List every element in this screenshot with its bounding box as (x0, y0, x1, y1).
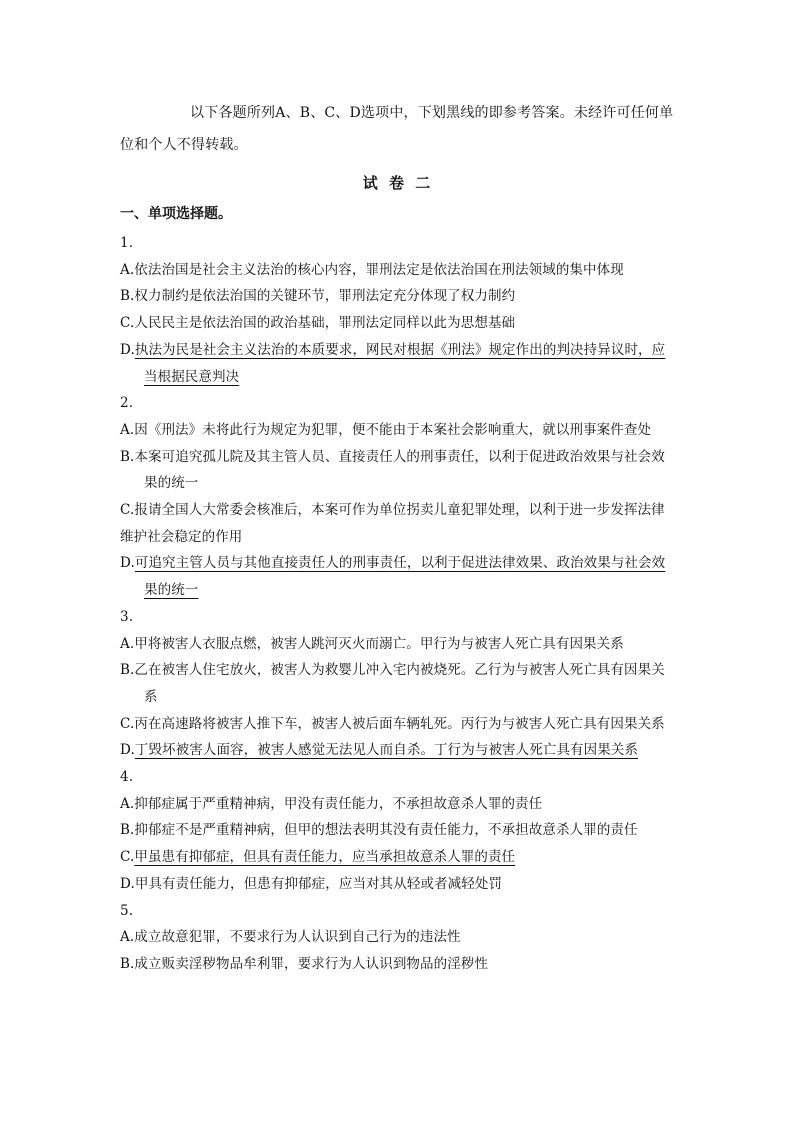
option-a: A.抑郁症属于严重精神病，甲没有责任能力，不承担故意杀人罪的责任 (120, 795, 543, 812)
question-number: 2. (120, 395, 134, 412)
answer-option-c: C.甲虽患有抑郁症，但具有责任能力，应当承担故意杀人罪的责任 (120, 849, 516, 866)
option-a: A.成立故意犯罪，不要求行为人认识到自己行为的违法性 (120, 929, 461, 946)
intro-paragraph: 以下各题所列A、B、C、D选项中，下划黑线的即参考答案。未经许可任何单位和个人不得转载。 (120, 105, 674, 153)
question-list (120, 230, 676, 978)
section-title: 一、单项选择题。 (120, 206, 232, 222)
question-number: 4. (120, 769, 134, 786)
option-c: C.人民民主是依法治国的政治基础，罪刑法定同样以此为思想基础 (120, 315, 516, 332)
question-number: 5. (120, 902, 134, 919)
answer-option-d: D.丁毁坏被害人面容，被害人感觉无法见人而自杀。丁行为与被害人死亡具有因果关系 (120, 742, 639, 759)
option-b: B.抑郁症不是严重精神病，但甲的想法表明其没有责任能力，不承担故意杀人罪的责任 (120, 822, 638, 839)
option-c: C.报请全国人大常委会核准后，本案可作为单位拐卖儿童犯罪处理，以利于进一步发挥法律维护社会稳定的作用 (120, 502, 665, 545)
option-a: A.甲将被害人衣服点燃，被害人跳河灭火而溺亡。甲行为与被害人死亡具有因果关系 (120, 635, 624, 652)
option-b: B.权力制约是依法治国的关键环节，罪刑法定充分体现了权力制约 (120, 288, 516, 305)
question-number: 3. (120, 608, 134, 625)
option-b: B.乙在被害人住宅放火，被害人为救婴儿冲入宅内被烧死。乙行为与被害人死亡具有因果关系 (120, 662, 665, 705)
option-c: C.丙在高速路将被害人推下车，被害人被后面车辆轧死。丙行为与被害人死亡具有因果关系 (120, 715, 665, 732)
option-b: B.成立贩卖淫秽物品牟利罪，要求行为人认识到物品的淫秽性 (120, 955, 489, 972)
exam-title: 试 卷 二 (362, 174, 434, 192)
option-b: B.本案可追究孤儿院及其主管人员、直接责任人的刑事责任，以利于促进政治效果与社会效果的统一 (120, 448, 665, 492)
answer-option-d: D.执法为民是社会主义法治的本质要求，网民对根据《刑法》规定作出的判决持异议时，应当根据民意判决 (120, 341, 666, 385)
option-a: A.依法治国是社会主义法治的核心内容，罪刑法定是依法治国在刑法领域的集中体现 (120, 261, 624, 278)
option-d: D.甲具有责任能力，但患有抑郁症，应当对其从轻或者减轻处罚 (120, 875, 503, 892)
question-number: 1. (120, 235, 134, 251)
answer-option-d: D.可追究主管人员与其他直接责任人的刑事责任，以利于促进法律效果、政治效果与社会效果的统一 (120, 555, 666, 599)
option-a: A.因《刑法》未将此行为规定为犯罪，便不能由于本案社会影响重大，就以刑事案件查处 (120, 421, 652, 438)
